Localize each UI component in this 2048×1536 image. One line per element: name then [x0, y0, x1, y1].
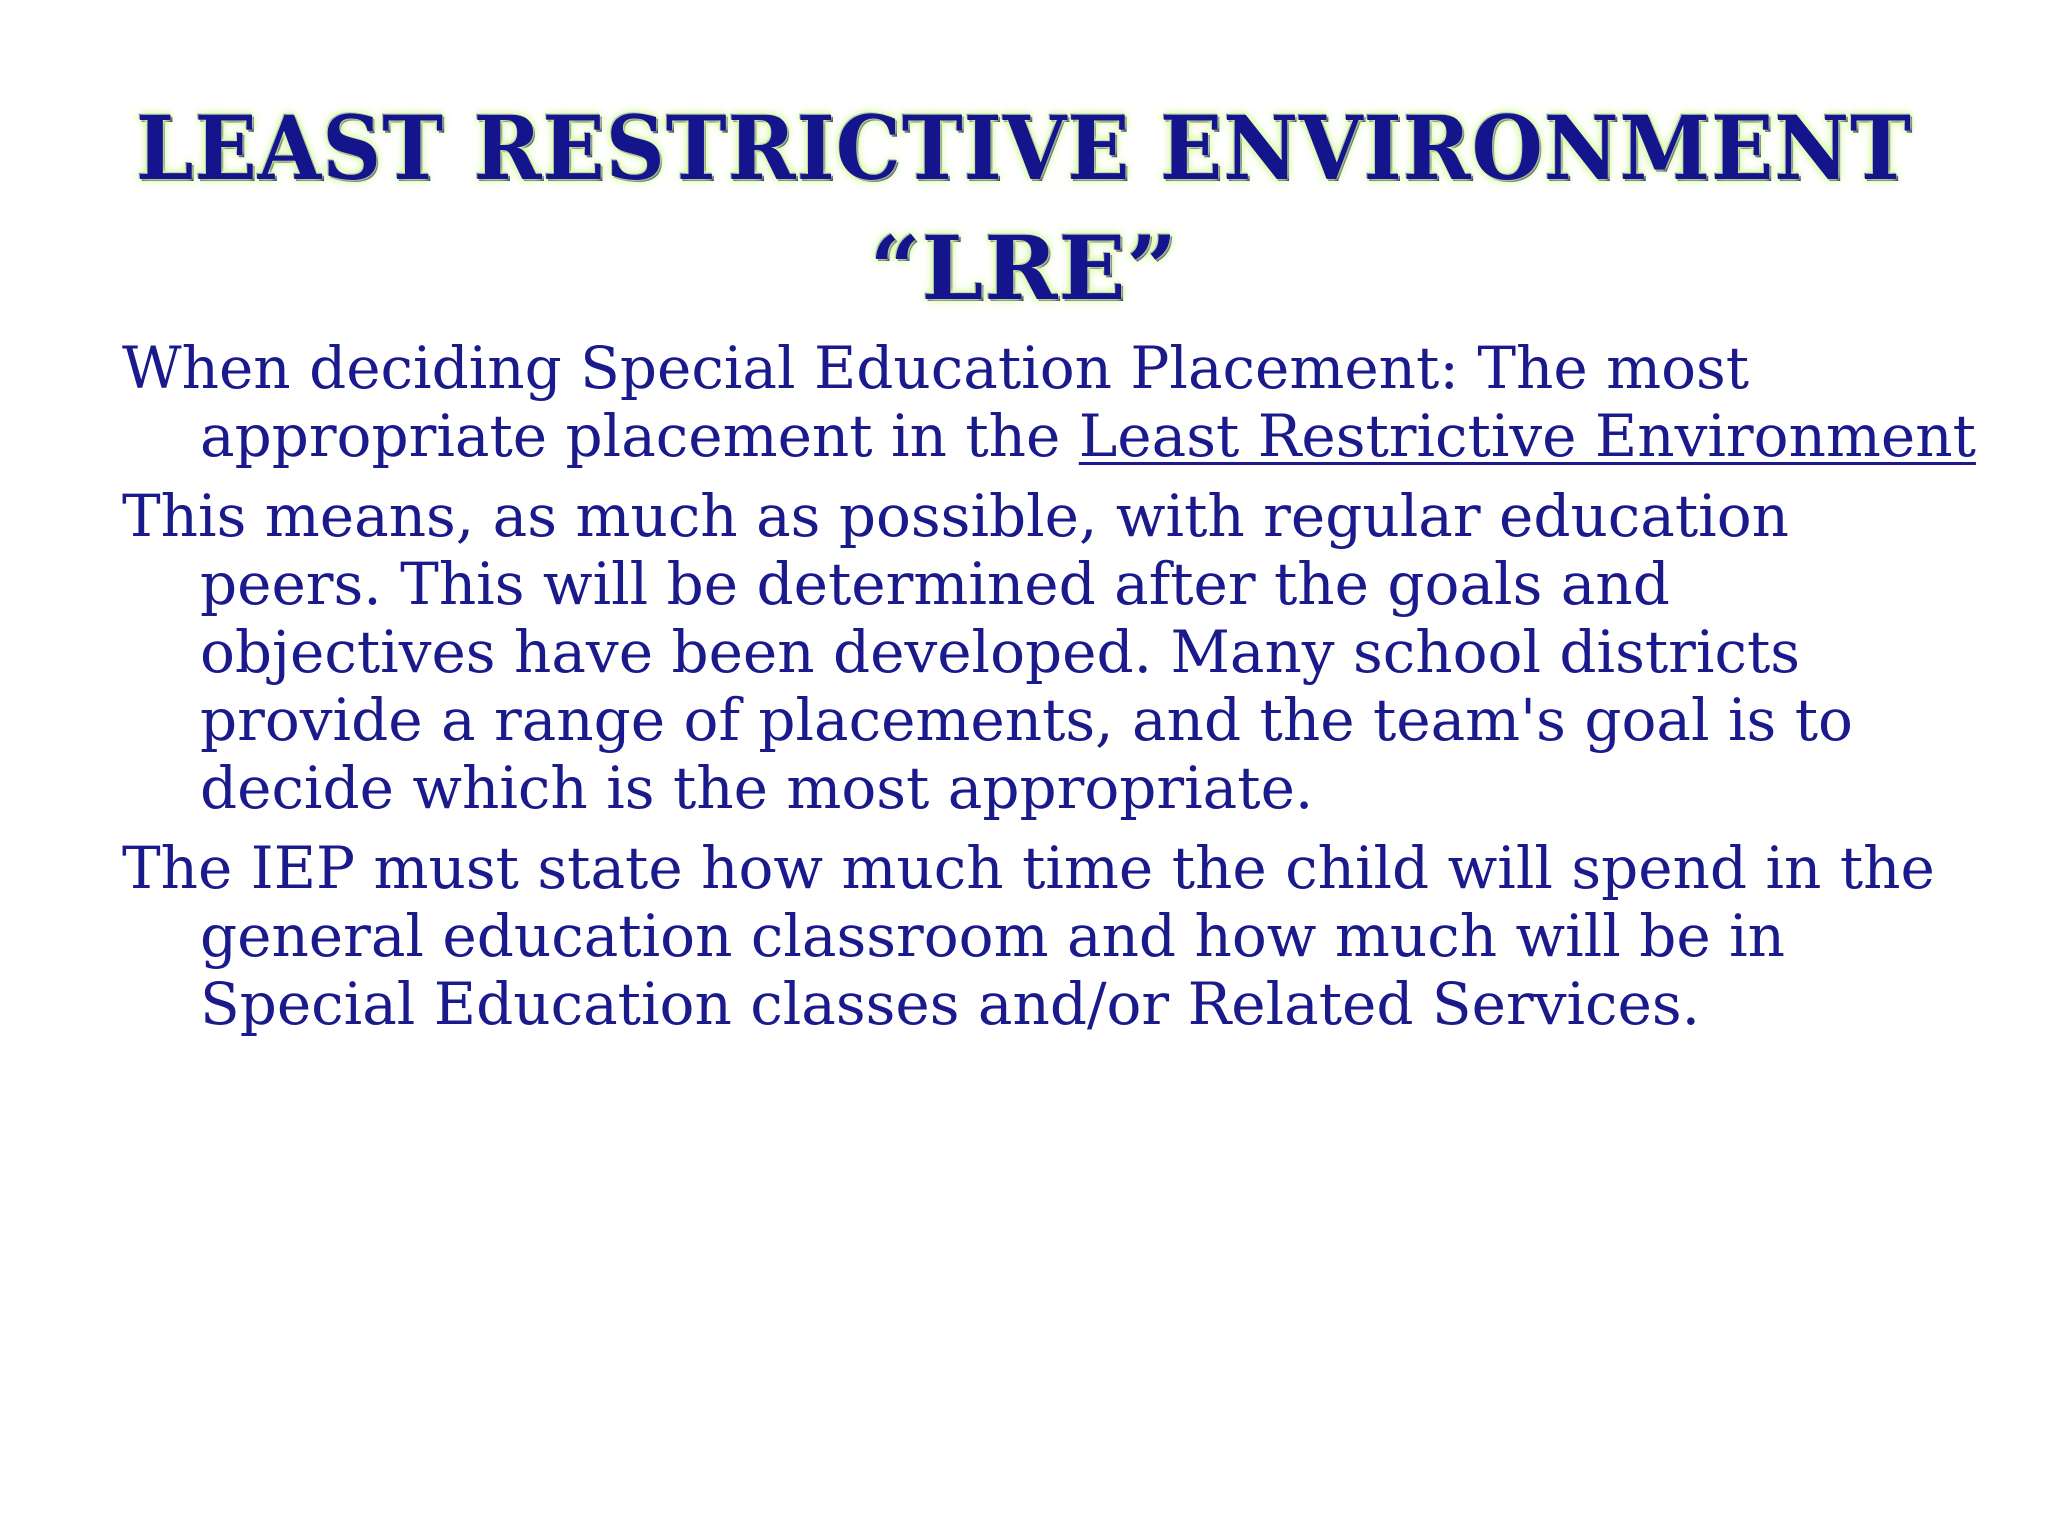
paragraph-iep-time: The IEP must state how much time the child will spend in the general education classroom and how much will be in Special Education classes and/or Related Services. — [122, 834, 1935, 1038]
paragraph-placement-text: When deciding Special Education Placement: The most appropriate placement in the — [122, 334, 1750, 470]
title-line-2: “LRE” — [869, 216, 1179, 320]
paragraph-regular-education: This means, as much as possible, with regular education peers. This will be determined after the goals and objectives have been developed. Many school districts provide a range of placements, and the team's goal is to decide which is the most appropriate. — [122, 482, 1853, 822]
slide-title — [0, 88, 2048, 328]
title-line-1: LEAST RESTRICTIVE ENVIRONMENT — [135, 96, 1913, 200]
least-restrictive-environment-underline: Least Restrictive Environment — [1078, 402, 1976, 470]
paragraph-placement — [122, 334, 1982, 470]
slide-body — [122, 334, 1982, 1050]
